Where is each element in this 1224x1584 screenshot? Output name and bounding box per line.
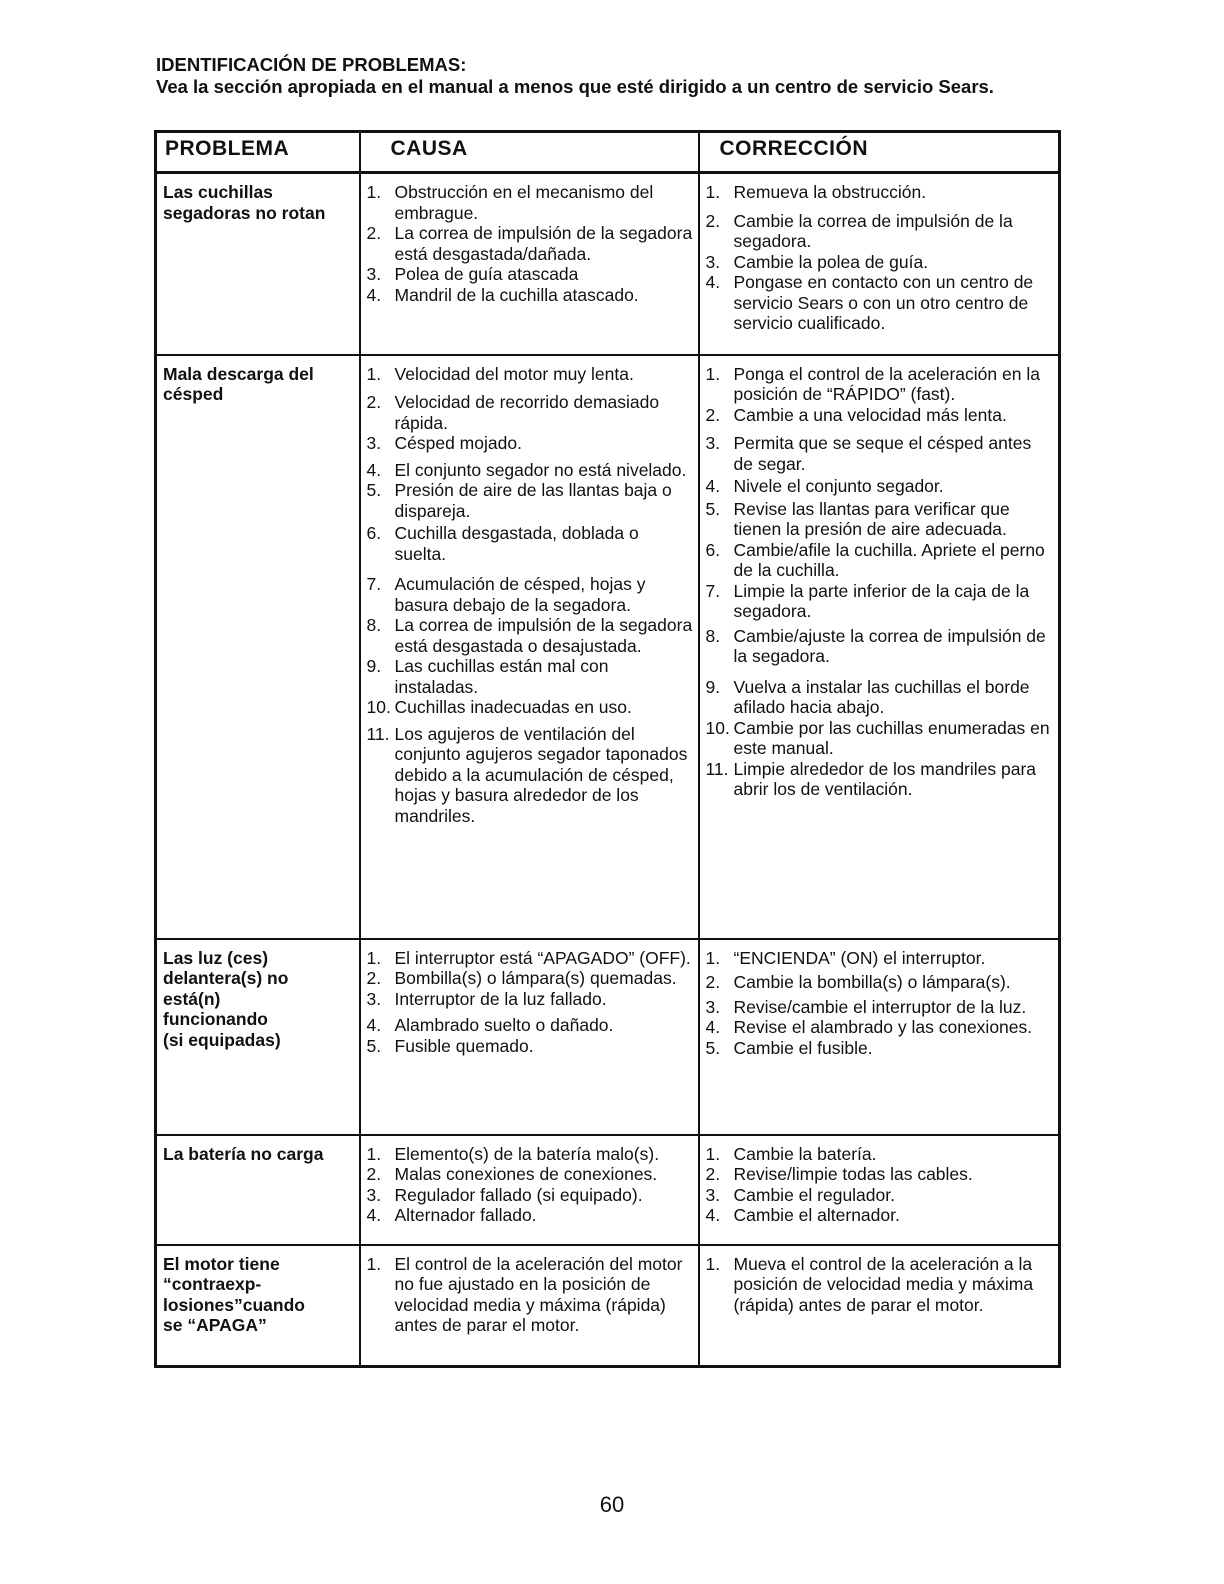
cause-cell <box>360 355 699 939</box>
list-item <box>704 476 1055 497</box>
item-number: 2. <box>705 210 721 231</box>
problem-text: Las luz (ces) delantera(s) no está(n) funcionando (si equipadas) <box>163 947 289 1050</box>
item-text: Polea de guía atascada <box>394 264 579 284</box>
correction-list <box>704 1254 1055 1316</box>
list-item <box>365 697 694 718</box>
item-number: 4. <box>705 272 721 292</box>
list-item <box>704 677 1055 718</box>
item-number: 1. <box>705 363 721 384</box>
correction-cell <box>699 1135 1060 1245</box>
item-text: Césped mojado. <box>394 433 522 453</box>
item-text: Cambie el regulador. <box>733 1184 895 1205</box>
item-text: Limpie la parte inferior de la caja de la segadora. <box>733 580 1030 621</box>
list-item <box>704 1185 1055 1206</box>
item-text: Velocidad del motor muy lenta. <box>394 363 634 384</box>
list-item <box>365 656 694 697</box>
item-text: Ponga el control de la aceleración en la posición de “RÁPIDO” (fast). <box>733 363 1040 404</box>
item-text: Las cuchillas están mal con instaladas. <box>394 656 609 697</box>
item-number: 10. <box>366 697 391 717</box>
list-item <box>365 433 694 454</box>
list-item <box>704 948 1055 969</box>
list-item <box>365 285 694 306</box>
item-number: 6. <box>366 523 382 543</box>
item-number: 1. <box>366 363 382 384</box>
list-item <box>365 223 694 264</box>
item-number: 5. <box>366 1035 382 1056</box>
item-number: 5. <box>705 498 721 519</box>
item-text: Obstrucción en el mecanismo del embrague. <box>394 182 654 223</box>
problem-cell <box>156 1245 360 1367</box>
list-item <box>365 1036 694 1057</box>
cause-list <box>365 364 694 827</box>
item-number: 4. <box>366 1015 382 1035</box>
list-item <box>365 364 694 385</box>
item-text: El control de la aceleración del motor no fue ajustado en la posición de velocidad media y máxima (rápida) antes de parar el motor. <box>394 1253 683 1335</box>
problem-text: El motor tiene “contraexp- losiones”cuando se “APAGA” <box>163 1253 305 1335</box>
item-number: 8. <box>705 625 721 646</box>
item-text: Malas conexiones de conexiones. <box>394 1164 658 1184</box>
list-item <box>365 615 694 656</box>
list-item <box>365 1144 694 1165</box>
list-item <box>365 989 694 1010</box>
item-text: Los agujeros de ventilación del conjunto agujeros segador taponados debido a la acumulación de césped, hojas y basura alrededor de los mandriles. <box>394 723 688 826</box>
item-number: 3. <box>705 996 721 1017</box>
item-number: 10. <box>705 717 730 738</box>
table-row <box>156 1135 1060 1245</box>
correction-list <box>704 182 1055 334</box>
heading-title: IDENTIFICACIÓN DE PROBLEMAS: <box>156 54 467 75</box>
list-item <box>365 724 694 827</box>
item-text: Alternador fallado. <box>394 1205 537 1225</box>
item-text: Nivele el conjunto segador. <box>733 476 944 496</box>
correction-cell <box>699 355 1060 939</box>
item-number: 1. <box>366 947 382 968</box>
list-item <box>365 460 694 481</box>
item-text: Cambie por las cuchillas enumeradas en este manual. <box>733 717 1050 758</box>
item-number: 4. <box>366 1205 382 1225</box>
item-number: 2. <box>366 968 382 988</box>
cause-list <box>365 1144 694 1226</box>
correction-list <box>704 1144 1055 1226</box>
item-text: El conjunto segador no está nivelado. <box>394 459 687 480</box>
item-text: Pongase en contacto con un centro de servicio Sears o con un otro centro de servicio cualificado. <box>733 272 1034 333</box>
list-item <box>365 182 694 223</box>
item-text: Cambie la bombilla(s) o lámpara(s). <box>733 972 1011 992</box>
list-item <box>704 1017 1055 1038</box>
item-number: 4. <box>705 1205 721 1225</box>
header-correccion: CORRECCIÓN <box>699 132 1060 173</box>
list-item <box>704 272 1055 334</box>
list-item <box>365 1185 694 1206</box>
cause-cell <box>360 1245 699 1367</box>
item-number: 3. <box>705 433 721 453</box>
item-number: 2. <box>366 392 382 412</box>
item-text: Bombilla(s) o lámpara(s) quemadas. <box>394 968 677 988</box>
item-number: 1. <box>366 182 382 202</box>
item-number: 4. <box>705 476 721 496</box>
problem-text: Las cuchillas segadoras no rotan <box>163 182 326 223</box>
item-number: 3. <box>705 1184 721 1205</box>
problem-cell <box>156 173 360 355</box>
item-text: Cambie el alternador. <box>733 1205 900 1225</box>
list-item <box>704 626 1055 667</box>
item-text: Revise/limpie todas las cables. <box>733 1164 973 1184</box>
heading-subtitle: Vea la sección apropiada en el manual a menos que esté dirigido a un centro de servicio Sears. <box>156 76 994 97</box>
list-item <box>365 1205 694 1226</box>
item-number: 1. <box>705 1143 721 1164</box>
correction-cell <box>699 173 1060 355</box>
list-item <box>704 581 1055 622</box>
table-row <box>156 1245 1060 1367</box>
page-heading <box>156 54 1056 98</box>
list-item <box>365 392 694 433</box>
item-text: Cambie/afile la cuchilla. Apriete el perno de la cuchilla. <box>733 539 1045 580</box>
item-text: Cambie la correa de impulsión de la segadora. <box>733 210 1013 251</box>
list-item <box>704 405 1055 426</box>
item-number: 11. <box>705 758 729 779</box>
item-number: 9. <box>366 656 382 676</box>
item-number: 1. <box>366 1143 382 1164</box>
item-text: Cuchillas inadecuadas en uso. <box>394 697 632 717</box>
header-causa: CAUSA <box>360 132 699 173</box>
problem-text: La batería no carga <box>163 1143 324 1164</box>
item-number: 9. <box>705 676 721 697</box>
item-text: Permita que se seque el césped antes de segar. <box>733 433 1032 474</box>
item-text: Cuchilla desgastada, doblada o suelta. <box>394 523 639 564</box>
problem-cell <box>156 355 360 939</box>
item-number: 7. <box>366 574 382 594</box>
item-text: Elemento(s) de la batería malo(s). <box>394 1143 660 1164</box>
item-number: 4. <box>366 459 382 480</box>
table-row <box>156 173 1060 355</box>
list-item <box>704 1205 1055 1226</box>
list-item <box>704 540 1055 581</box>
list-item <box>704 1144 1055 1165</box>
list-item <box>704 364 1055 405</box>
list-item <box>365 523 694 564</box>
item-text: Cambie a una velocidad más lenta. <box>733 404 1007 425</box>
item-number: 2. <box>705 972 721 992</box>
item-number: 5. <box>366 480 382 500</box>
item-number: 2. <box>366 1164 382 1184</box>
item-number: 7. <box>705 580 721 601</box>
correction-list <box>704 948 1055 1059</box>
correction-cell <box>699 1245 1060 1367</box>
item-text: Fusible quemado. <box>394 1035 534 1056</box>
item-text: Cambie/ajuste la correa de impulsión de la segadora. <box>733 625 1046 666</box>
item-number: 1. <box>705 182 721 202</box>
list-item <box>704 997 1055 1018</box>
item-number: 3. <box>366 988 382 1009</box>
item-text: Regulador fallado (si equipado). <box>394 1184 643 1205</box>
list-item <box>365 1164 694 1185</box>
item-number: 3. <box>705 251 721 272</box>
item-text: Revise el alambrado y las conexiones. <box>733 1017 1033 1037</box>
item-number: 11. <box>366 723 390 744</box>
table-row <box>156 939 1060 1135</box>
item-text: “ENCIENDA” (ON) el interruptor. <box>733 947 986 968</box>
item-text: Alambrado suelto o dañado. <box>394 1015 614 1035</box>
item-number: 6. <box>705 539 721 560</box>
item-text: Vuelva a instalar las cuchillas el borde afilado hacia abajo. <box>733 676 1030 717</box>
item-number: 3. <box>366 433 382 453</box>
correction-list <box>704 364 1055 800</box>
correction-cell <box>699 939 1060 1135</box>
problem-cell <box>156 1135 360 1245</box>
item-number: 3. <box>366 1184 382 1205</box>
item-text: El interruptor está “APAGADO” (OFF). <box>394 947 691 968</box>
list-item <box>704 433 1055 474</box>
list-item <box>365 948 694 969</box>
item-text: La correa de impulsión de la segadora está desgastada o desajustada. <box>394 615 693 656</box>
list-item <box>704 972 1055 993</box>
item-text: Cambie la batería. <box>733 1143 877 1164</box>
list-item <box>704 1164 1055 1185</box>
item-number: 8. <box>366 615 382 635</box>
cause-list <box>365 182 694 305</box>
item-number: 2. <box>705 404 721 425</box>
table-header-row <box>156 132 1060 173</box>
list-item <box>704 759 1055 800</box>
item-text: Revise/cambie el interruptor de la luz. <box>733 996 1027 1017</box>
cause-cell <box>360 173 699 355</box>
page-number: 60 <box>599 1492 625 1517</box>
list-item <box>704 1254 1055 1316</box>
list-item <box>704 252 1055 273</box>
item-text: Remueva la obstrucción. <box>733 182 927 202</box>
cause-cell <box>360 1135 699 1245</box>
item-number: 3. <box>366 264 382 284</box>
item-text: Presión de aire de las llantas baja o dispareja. <box>394 480 672 521</box>
item-number: 2. <box>705 1164 721 1184</box>
problem-text: Mala descarga del césped <box>163 363 314 404</box>
problem-cell <box>156 939 360 1135</box>
item-text: Mandril de la cuchilla atascado. <box>394 284 639 305</box>
item-text: La correa de impulsión de la segadora está desgastada/dañada. <box>394 223 693 264</box>
list-item <box>704 499 1055 540</box>
list-item <box>365 968 694 989</box>
list-item <box>365 480 694 521</box>
item-text: Cambie la polea de guía. <box>733 251 929 272</box>
item-number: 1. <box>705 947 721 968</box>
item-text: Acumulación de césped, hojas y basura debajo de la segadora. <box>394 574 646 615</box>
list-item <box>704 182 1055 203</box>
list-item <box>704 1038 1055 1059</box>
item-number: 2. <box>366 223 382 243</box>
cause-list <box>365 1254 694 1336</box>
header-problema: PROBLEMA <box>156 132 360 173</box>
item-text: Limpie alrededor de los mandriles para abrir los de ventilación. <box>733 758 1037 799</box>
table-row <box>156 355 1060 939</box>
troubleshooting-table <box>154 130 1061 1368</box>
list-item <box>704 211 1055 252</box>
item-text: Velocidad de recorrido demasiado rápida. <box>394 392 660 433</box>
list-item <box>365 1015 694 1036</box>
item-text: Interruptor de la luz fallado. <box>394 988 607 1009</box>
item-number: 5. <box>705 1037 721 1058</box>
item-number: 1. <box>366 1253 382 1274</box>
item-number: 4. <box>705 1017 721 1037</box>
list-item <box>365 264 694 285</box>
item-text: Mueva el control de la aceleración a la posición de velocidad media y máxima (rápida) antes de parar el motor. <box>733 1253 1034 1315</box>
list-item <box>365 574 694 615</box>
item-number: 4. <box>366 284 382 305</box>
list-item <box>704 718 1055 759</box>
item-text: Cambie el fusible. <box>733 1037 873 1058</box>
cause-list <box>365 948 694 1057</box>
cause-cell <box>360 939 699 1135</box>
item-number: 1. <box>705 1253 721 1274</box>
item-text: Revise las llantas para verificar que tienen la presión de aire adecuada. <box>733 498 1010 539</box>
list-item <box>365 1254 694 1336</box>
